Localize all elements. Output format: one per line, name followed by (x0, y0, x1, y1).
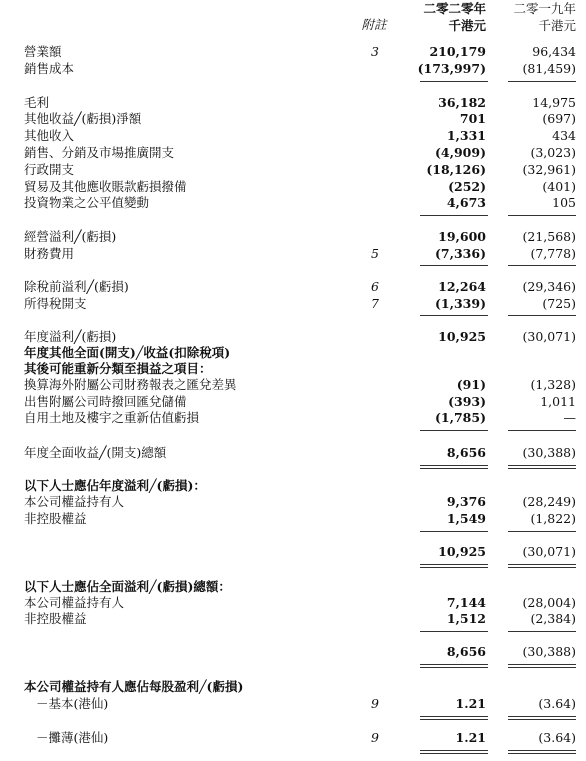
cost-of-sales-2019: (81,459) (522, 61, 576, 76)
double-rule-2019 (508, 664, 576, 668)
double-rule-2019 (508, 465, 576, 469)
impairment-2020: (252) (448, 179, 486, 194)
tax-note: 7 (371, 296, 379, 311)
ci-nci-2019: (2,384) (530, 611, 576, 626)
fair-value-label: 投資物業之公平值變動 (24, 195, 150, 210)
fair-value-2020: 4,673 (446, 195, 486, 210)
pbt-note: 6 (371, 279, 379, 294)
attr-profit-title: 以下人士應佔年度溢利╱(虧損)： (24, 478, 206, 493)
double-rule-2020 (420, 716, 488, 720)
gross-profit-2020: 36,182 (438, 95, 486, 110)
ci-total-2020: 8,656 (446, 644, 486, 659)
attr-owner-label: 本公司權益持有人 (24, 494, 125, 509)
rule-2020 (420, 631, 488, 632)
double-rule-2020 (420, 564, 488, 568)
rule-2020 (420, 531, 488, 532)
profit-year-label: 年度溢利╱(虧損) (24, 329, 117, 344)
pbt-2020: 12,264 (438, 279, 486, 294)
rule-2020 (420, 81, 488, 82)
oci-subtitle: 其後可能重新分類至損益之項目： (24, 361, 212, 376)
fair-value-2019: 105 (552, 195, 576, 210)
double-rule-2019 (508, 716, 576, 720)
tax-label: 所得稅開支 (24, 296, 87, 311)
pbt-label: 除稅前溢利╱(虧損) (24, 279, 129, 294)
profit-year-2019: (30,071) (522, 329, 576, 344)
oci-title: 年度其他全面(開支)╱收益(扣除稅項) (24, 345, 231, 360)
attr-owner-2019: (28,249) (522, 494, 576, 509)
rule-2020 (420, 315, 488, 316)
disposal-2019: 1,011 (540, 394, 576, 409)
fx-label: 換算海外附屬公司財務報表之匯兌差異 (24, 377, 237, 392)
rule-2019 (508, 215, 576, 216)
gross-profit-2019: 14,975 (532, 95, 576, 110)
selling-label: 銷售、分銷及市場推廣開支 (24, 145, 175, 160)
ci-owner-2020: 7,144 (446, 595, 486, 610)
eps-basic-label: －基本(港仙) (36, 696, 109, 711)
other-gains-2019: (697) (542, 111, 576, 126)
selling-2020: (4,909) (435, 145, 486, 160)
selling-2019: (3,023) (530, 145, 576, 160)
other-gains-2020: 701 (459, 111, 486, 126)
ci-nci-label: 非控股權益 (24, 611, 87, 626)
rule-2019 (508, 430, 576, 431)
eps-title: 本公司權益持有人應佔每股盈利╱(虧損) (24, 679, 244, 694)
impairment-2019: (401) (542, 179, 576, 194)
attr-nci-label: 非控股權益 (24, 511, 87, 526)
eps-basic-2020: 1.21 (455, 696, 486, 711)
ci-owner-2019: (28,004) (522, 595, 576, 610)
reval-2019: — (563, 410, 576, 425)
finance-note: 5 (371, 246, 379, 261)
double-rule-2020 (420, 465, 488, 469)
eps-diluted-2020: 1.21 (455, 730, 486, 745)
double-rule-2020 (420, 664, 488, 668)
tax-2020: (1,339) (435, 296, 486, 311)
admin-2019: (32,961) (522, 162, 576, 177)
admin-2020: (18,126) (426, 162, 486, 177)
ci-total-2019: (30,388) (522, 644, 576, 659)
revenue-2019: 96,434 (532, 44, 576, 59)
ci-owner-label: 本公司權益持有人 (24, 595, 125, 610)
cost-of-sales-label: 銷售成本 (24, 61, 75, 76)
unit-2019-header: 千港元 (538, 18, 576, 33)
impairment-label: 貿易及其他應收賬款虧損撥備 (24, 179, 187, 194)
gross-profit-label: 毛利 (24, 95, 50, 110)
rule-2019 (508, 81, 576, 82)
operating-label: 經營溢利╱(虧損) (24, 229, 117, 244)
admin-label: 行政開支 (24, 162, 75, 177)
operating-2020: 19,600 (438, 229, 486, 244)
fx-2019: (1,328) (530, 377, 576, 392)
other-income-2019: 434 (552, 128, 576, 143)
double-rule-2020 (420, 750, 488, 754)
operating-2019: (21,568) (522, 229, 576, 244)
cost-of-sales-2020: (173,997) (417, 61, 486, 76)
tax-2019: (725) (542, 296, 576, 311)
rule-2020 (420, 215, 488, 216)
attr-total-2019: (30,071) (522, 544, 576, 559)
revenue-label: 營業額 (24, 44, 62, 59)
attr-nci-2019: (1,822) (530, 511, 576, 526)
attr-nci-2020: 1,549 (446, 511, 486, 526)
fx-2020: (91) (456, 377, 486, 392)
rule-2019 (508, 531, 576, 532)
eps-basic-note: 9 (371, 696, 379, 711)
eps-diluted-2019: (3.64) (538, 730, 576, 745)
disposal-label: 出售附屬公司時撥回匯兌儲備 (24, 394, 187, 409)
revenue-note: 3 (371, 44, 379, 59)
double-rule-2019 (508, 564, 576, 568)
eps-diluted-note: 9 (371, 730, 379, 745)
disposal-2020: (393) (448, 394, 486, 409)
rule-2019 (508, 265, 576, 266)
attr-owner-2020: 9,376 (446, 494, 486, 509)
reval-label: 自用土地及樓宇之重新估值虧損 (24, 410, 200, 425)
rule-2020 (420, 265, 488, 266)
finance-label: 財務費用 (24, 246, 75, 261)
other-income-label: 其他收入 (24, 128, 75, 143)
unit-2020-header: 千港元 (448, 18, 486, 33)
eps-diluted-label: －攤薄(港仙) (36, 730, 109, 745)
year-2020-header: 二零二零年 (423, 1, 486, 16)
reval-2020: (1,785) (435, 410, 486, 425)
eps-basic-2019: (3.64) (538, 696, 576, 711)
finance-2020: (7,336) (435, 246, 486, 261)
attr-total-2020: 10,925 (438, 544, 486, 559)
other-gains-label: 其他收益╱(虧損)淨額 (24, 111, 142, 126)
attr-ci-title: 以下人士應佔全面溢利╱(虧損)總額： (24, 579, 231, 594)
rule-2019 (508, 315, 576, 316)
ci-nci-2020: 1,512 (446, 611, 486, 626)
other-income-2020: 1,331 (446, 128, 486, 143)
total-ci-2019: (30,388) (522, 445, 576, 460)
rule-2020 (420, 430, 488, 431)
note-column-header: 附註 (361, 17, 387, 32)
total-ci-2020: 8,656 (446, 445, 486, 460)
profit-year-2020: 10,925 (438, 329, 486, 344)
finance-2019: (7,778) (530, 246, 576, 261)
year-2019-header: 二零一九年 (513, 1, 576, 16)
total-ci-label: 年度全面收益╱(開支)總額 (24, 445, 167, 460)
revenue-2020: 210,179 (429, 44, 486, 59)
pbt-2019: (29,346) (522, 279, 576, 294)
double-rule-2019 (508, 750, 576, 754)
rule-2019 (508, 631, 576, 632)
